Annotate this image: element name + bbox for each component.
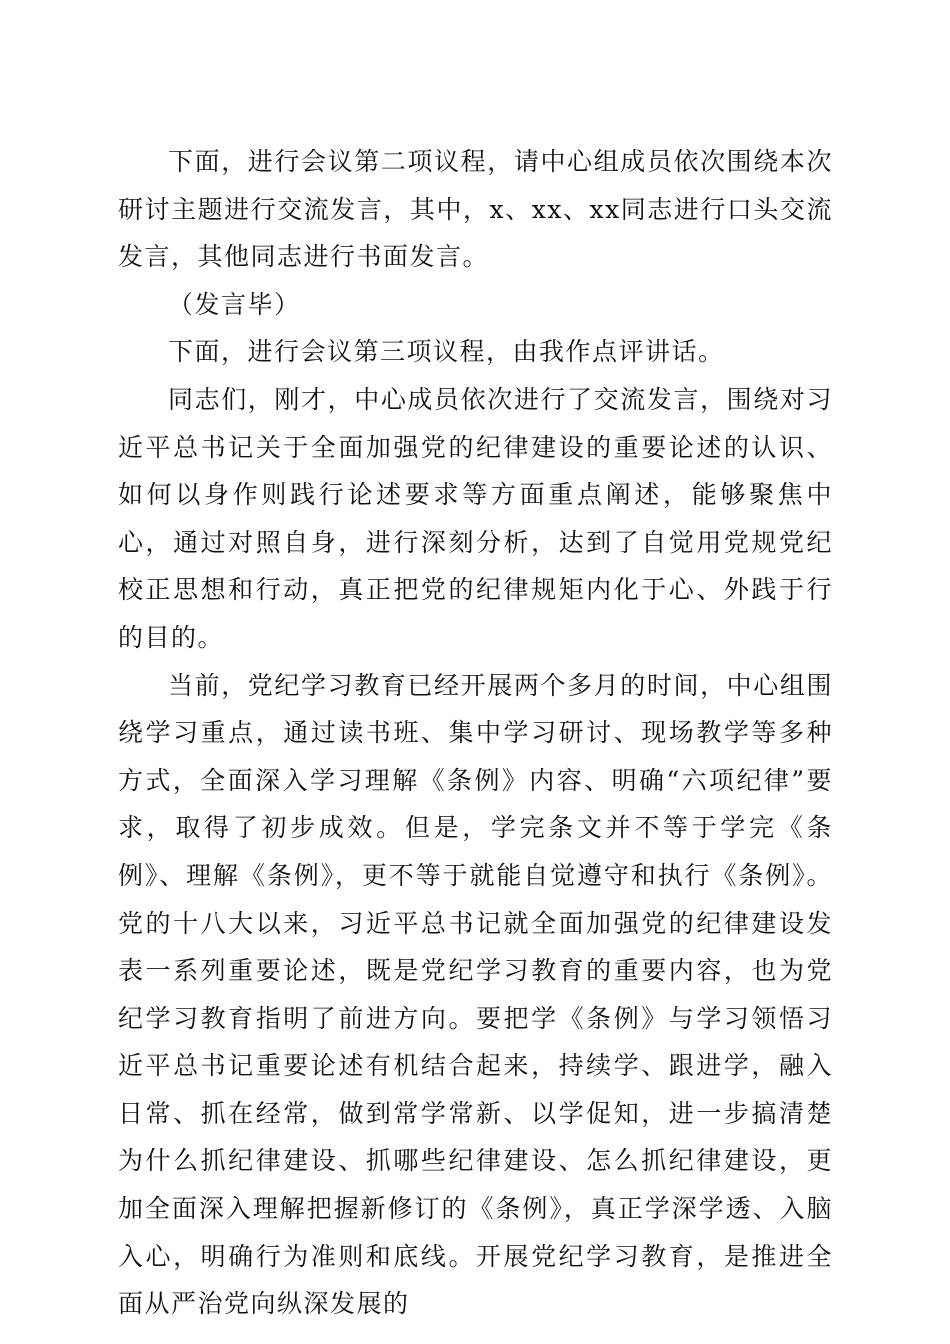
paragraph-agenda-two: 下面，进行会议第二项议程，请中心组成员依次围绕本次研讨主题进行交流发言，其中，x、xx、xx同志进行口头交流发言，其他同志进行书面发言。 — [118, 147, 833, 272]
paragraph-current: 当前，党纪学习教育已经开展两个多月的时间，中心组围绕学习重点，通过读书班、集中学习研讨、现场教学等多种方式，全面深入学习理解《条例》内容、明确“六项纪律”要求，取得了初步成效。但是，学完条文并不等于学完《条例》、理解《条例》，更不等于就能自觉遵守和执行《条例》。党的十八大以来，习近平总书记就全面加强党的纪律建设发表一系列重要论述，既是党纪学习教育的重要内容，也为党纪学习教育指明了前进方向。要把学《条例》与学习领悟习近平总书记重要论述有机结合起来，持续学、跟进学，融入日常、抓在经常，做到常学常新、以学促知，进一步搞清楚为什么抓纪律建设、抓哪些纪律建设、怎么抓纪律建设，更加全面深入理解把握新修订的《条例》，真正学深学透、入脑入心，明确行为准则和底线。开展党纪学习教育，是推进全面从严治党向纵深发展的 — [118, 670, 833, 1319]
paragraph-speech-end: （发言毕） — [168, 289, 301, 319]
paragraph-agenda-three: 下面，进行会议第三项议程，由我作点评讲话。 — [168, 337, 725, 367]
document-body — [118, 138, 833, 1328]
paragraph-comrades: 同志们，刚才，中心成员依次进行了交流发言，围绕对习近平总书记关于全面加强党的纪律建设的重要论述的认识、如何以身作则践行论述要求等方面重点阐述，能够聚焦中心，通过对照自身，进行深刻分析，达到了自觉用党规党纪校正思想和行动，真正把党的纪律规矩内化于心、外践于行的目的。 — [118, 384, 833, 652]
